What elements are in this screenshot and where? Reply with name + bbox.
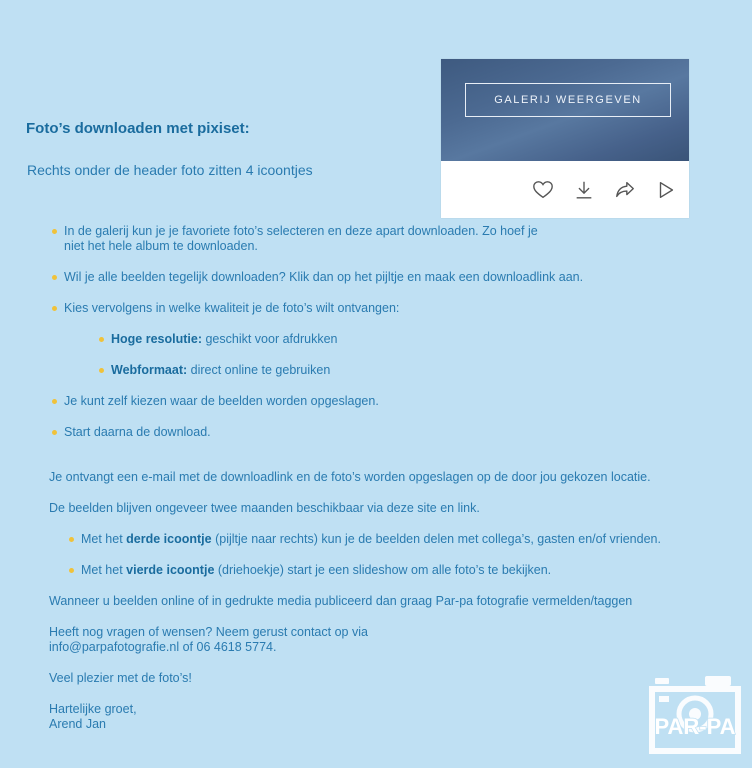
greeting: Hartelijke groet, bbox=[49, 702, 137, 716]
view-gallery-button[interactable]: GALERIJ WEERGEVEN bbox=[465, 83, 671, 117]
page-title: Foto’s downloaden met pixiset: bbox=[26, 120, 250, 137]
icon-bar bbox=[441, 161, 689, 218]
list-item: Kies vervolgens in welke kwaliteit je de foto’s wilt ontvangen: bbox=[64, 301, 400, 315]
header-photo bbox=[441, 59, 689, 161]
logo-text: PAR-PA bbox=[654, 714, 736, 739]
list-item-continuation: niet het hele album te downloaden. bbox=[64, 239, 258, 253]
download-icon[interactable] bbox=[573, 179, 595, 201]
list-item: Wil je alle beelden tegelijk downloaden? Klik dan op het pijltje en maak een downloadlink aan. bbox=[64, 270, 584, 284]
contact-details[interactable]: info@parpafotografie.nl of 06 4618 5774. bbox=[49, 640, 277, 654]
closing-line: Veel plezier met de foto’s! bbox=[49, 671, 192, 685]
signature: Arend Jan bbox=[49, 717, 106, 731]
paragraph: De beelden blijven ongeveer twee maanden beschikbaar via deze site en link. bbox=[49, 501, 480, 515]
paragraph: Wanneer u beelden online of in gedrukte media publiceerd dan graag Par-pa fotografie vermelden/taggen bbox=[49, 594, 633, 608]
sub-list-item: Hoge resolutie: geschikt voor afdrukken bbox=[111, 332, 338, 346]
list-item: Met het vierde icoontje (driehoekje) start je een slideshow om alle foto’s te bekijken. bbox=[81, 563, 552, 577]
list-item: Met het derde icoontje (pijltje naar rechts) kun je de beelden delen met collega’s, gasten en/of vrienden. bbox=[81, 532, 661, 546]
list-item: In de galerij kun je je favoriete foto’s selecteren en deze apart downloaden. Zo hoef je bbox=[64, 224, 538, 238]
list-item: Je kunt zelf kiezen waar de beelden worden opgeslagen. bbox=[64, 394, 379, 408]
gallery-preview bbox=[441, 59, 689, 218]
parpa-logo bbox=[645, 676, 745, 764]
subtitle: Rechts onder de header foto zitten 4 icoontjes bbox=[27, 162, 313, 178]
heart-icon[interactable] bbox=[532, 179, 554, 201]
share-icon[interactable] bbox=[614, 179, 636, 201]
paragraph: Je ontvangt een e-mail met de downloadlink en de foto’s worden opgeslagen op de door jou gekozen locatie. bbox=[49, 470, 651, 484]
contact-line: Heeft nog vragen of wensen? Neem gerust contact op via bbox=[49, 625, 368, 639]
list-item: Start daarna de download. bbox=[64, 425, 211, 439]
sub-list-item: Webformaat: direct online te gebruiken bbox=[111, 363, 331, 377]
play-icon[interactable] bbox=[655, 179, 677, 201]
